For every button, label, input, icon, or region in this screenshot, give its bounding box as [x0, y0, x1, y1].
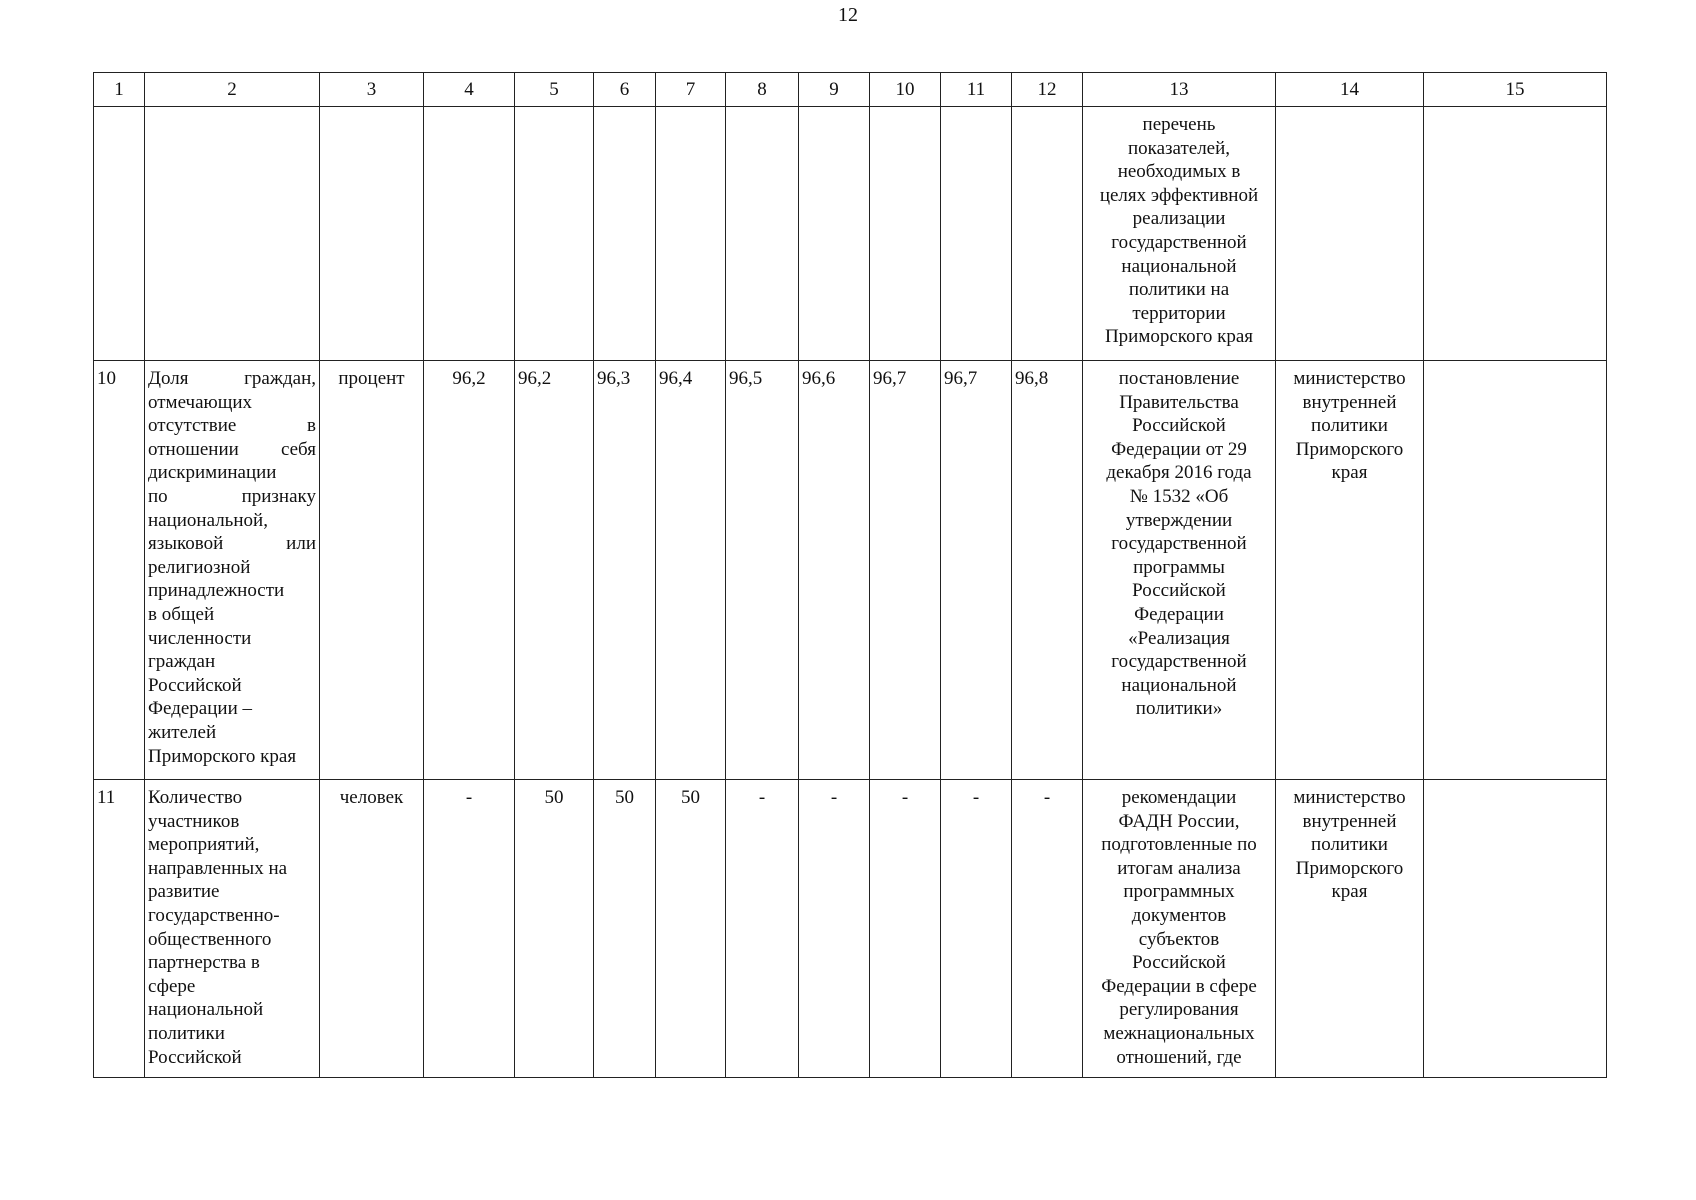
value-cell [726, 107, 799, 361]
text-line: субъектов [1138, 928, 1220, 950]
text-line: показателей, [1127, 137, 1231, 159]
text-line: языковой или [148, 533, 316, 555]
text-line: политики [1311, 834, 1388, 856]
text-line: партнерства в [148, 952, 260, 974]
text-line: Количество [148, 787, 243, 808]
text-line: Правительства [1119, 391, 1239, 413]
value-cell [656, 107, 726, 361]
column-number-cell: 11 [941, 73, 1012, 107]
text-line: документов [1131, 904, 1227, 926]
value-cell: 96,6 [799, 361, 870, 780]
text-line: национальной [148, 999, 264, 1021]
text-line: государственной [1111, 231, 1247, 253]
text-line: внутренней [1302, 391, 1397, 413]
text-line: Приморского края [1104, 326, 1254, 348]
text-line: политики» [1135, 698, 1223, 720]
text-line: дискриминации [148, 462, 277, 484]
text-line: итогам анализа [1117, 857, 1241, 879]
text-line: программных [1123, 881, 1235, 903]
value-cell: - [726, 780, 799, 1078]
text-line: программы [1133, 556, 1225, 578]
note-cell [1424, 107, 1607, 361]
responsible-body-cell [1276, 361, 1424, 780]
text-line: министерство [1293, 368, 1406, 389]
text-line: принадлежности [148, 580, 285, 602]
value-cell: 96,7 [870, 361, 941, 780]
text-line: межнациональных [1103, 1022, 1255, 1044]
text-line: национальной, [148, 509, 268, 531]
value-cell: 96,3 [594, 361, 656, 780]
responsible-body-cell [1276, 107, 1424, 361]
row-number-cell: 11 [94, 780, 145, 1078]
value-cell: - [799, 780, 870, 1078]
value-cell: 96,2 [424, 361, 515, 780]
unit-cell [320, 107, 424, 361]
note-cell [1424, 780, 1607, 1078]
column-number-row [94, 73, 1607, 107]
text-line: Российской [1132, 952, 1226, 974]
text-line: Приморского [1295, 438, 1404, 460]
source-document-cell [1083, 107, 1276, 361]
text-line: «Реализация [1128, 627, 1230, 649]
value-cell: 50 [594, 780, 656, 1078]
value-cell: - [870, 780, 941, 1078]
table-row [94, 780, 1607, 1078]
text-line: направленных на [148, 857, 288, 879]
text-line: перечень [1142, 114, 1216, 135]
value-cell: 96,7 [941, 361, 1012, 780]
value-cell: - [424, 780, 515, 1078]
row-number-cell: 10 [94, 361, 145, 780]
text-line: граждан [148, 651, 216, 673]
text-line: реализации [1132, 208, 1226, 230]
text-line: политики [148, 1022, 225, 1044]
text-line: Российской [148, 1046, 242, 1068]
column-number-cell: 7 [656, 73, 726, 107]
column-number-cell: 2 [145, 73, 320, 107]
text-line: утверждении [1125, 509, 1233, 531]
column-number-cell: 12 [1012, 73, 1083, 107]
indicator-name-cell [145, 361, 320, 780]
text-line: государственной [1111, 533, 1247, 555]
text-line: участников [148, 810, 240, 832]
text-line: Федерации от 29 [1111, 438, 1247, 460]
value-cell [941, 107, 1012, 361]
column-number-cell: 1 [94, 73, 145, 107]
text-line: отношении себя [148, 438, 316, 460]
value-cell [799, 107, 870, 361]
column-number-cell: 14 [1276, 73, 1424, 107]
text-line: внутренней [1302, 810, 1397, 832]
text-line: государственной [1111, 651, 1247, 673]
text-line: министерство [1293, 787, 1406, 808]
indicator-name-cell [145, 780, 320, 1078]
column-number-cell: 3 [320, 73, 424, 107]
text-line: сфере [148, 975, 196, 997]
text-line: необходимых в [1117, 161, 1241, 183]
value-cell: 96,4 [656, 361, 726, 780]
column-number-cell: 9 [799, 73, 870, 107]
text-line: постановление [1118, 368, 1240, 389]
text-line: государственно- [148, 904, 280, 926]
column-number-cell: 8 [726, 73, 799, 107]
table-row [94, 107, 1607, 361]
text-line: мероприятий, [148, 834, 260, 856]
table-row [94, 361, 1607, 780]
value-cell [594, 107, 656, 361]
value-cell: 50 [656, 780, 726, 1078]
text-line: общественного [148, 928, 272, 950]
source-document-cell [1083, 780, 1276, 1078]
text-line: Приморского края [148, 745, 297, 767]
column-number-cell: 5 [515, 73, 594, 107]
text-line: численности [148, 627, 252, 649]
text-line: по признаку [148, 485, 316, 507]
note-cell [1424, 361, 1607, 780]
column-number-cell: 4 [424, 73, 515, 107]
text-line: в общей [148, 603, 215, 625]
text-line: отмечающих [148, 391, 253, 413]
text-line: № 1532 «Об [1129, 485, 1229, 507]
text-line: Российской [1132, 580, 1226, 602]
value-cell [870, 107, 941, 361]
text-line: края [1331, 881, 1368, 903]
responsible-body-cell [1276, 780, 1424, 1078]
value-cell [1012, 107, 1083, 361]
text-line: территории [1132, 302, 1226, 324]
text-line: Федерации – [148, 698, 252, 720]
text-line: целях эффективной [1099, 184, 1259, 206]
value-cell: 50 [515, 780, 594, 1078]
text-line: края [1331, 462, 1368, 484]
text-line: Федерации [1134, 603, 1224, 625]
text-line: политики на [1128, 279, 1230, 301]
text-line: Российской [148, 674, 242, 696]
indicator-name-cell [145, 107, 320, 361]
source-document-cell [1083, 361, 1276, 780]
text-line: развитие [148, 881, 220, 903]
value-cell: 96,8 [1012, 361, 1083, 780]
indicators-table [93, 72, 1607, 1078]
value-cell: - [1012, 780, 1083, 1078]
column-number-cell: 15 [1424, 73, 1607, 107]
value-cell [424, 107, 515, 361]
text-line: Приморского [1295, 857, 1404, 879]
value-cell [515, 107, 594, 361]
column-number-cell: 10 [870, 73, 941, 107]
text-line: национальной [1121, 255, 1237, 277]
unit-cell: процент [320, 361, 424, 780]
text-line: Федерации в сфере [1101, 975, 1257, 997]
unit-cell: человек [320, 780, 424, 1078]
page-number: 12 [838, 4, 858, 26]
text-line: регулирования [1119, 999, 1239, 1021]
text-line: религиозной [148, 556, 251, 578]
column-number-cell: 6 [594, 73, 656, 107]
value-cell: - [941, 780, 1012, 1078]
text-line: отношений, где [1116, 1046, 1242, 1068]
column-number-cell: 13 [1083, 73, 1276, 107]
value-cell: 96,2 [515, 361, 594, 780]
text-line: жителей [148, 721, 217, 743]
text-line: Доля граждан, [148, 368, 316, 389]
text-line: ФАДН России, [1118, 810, 1240, 832]
value-cell: 96,5 [726, 361, 799, 780]
text-line: рекомендации [1121, 787, 1237, 808]
text-line: декабря 2016 года [1106, 462, 1252, 484]
text-line: Российской [1132, 415, 1226, 437]
text-line: национальной [1121, 674, 1237, 696]
text-line: политики [1311, 415, 1388, 437]
row-number-cell [94, 107, 145, 361]
text-line: отсутствие в [148, 415, 316, 437]
text-line: подготовленные по [1101, 834, 1257, 856]
